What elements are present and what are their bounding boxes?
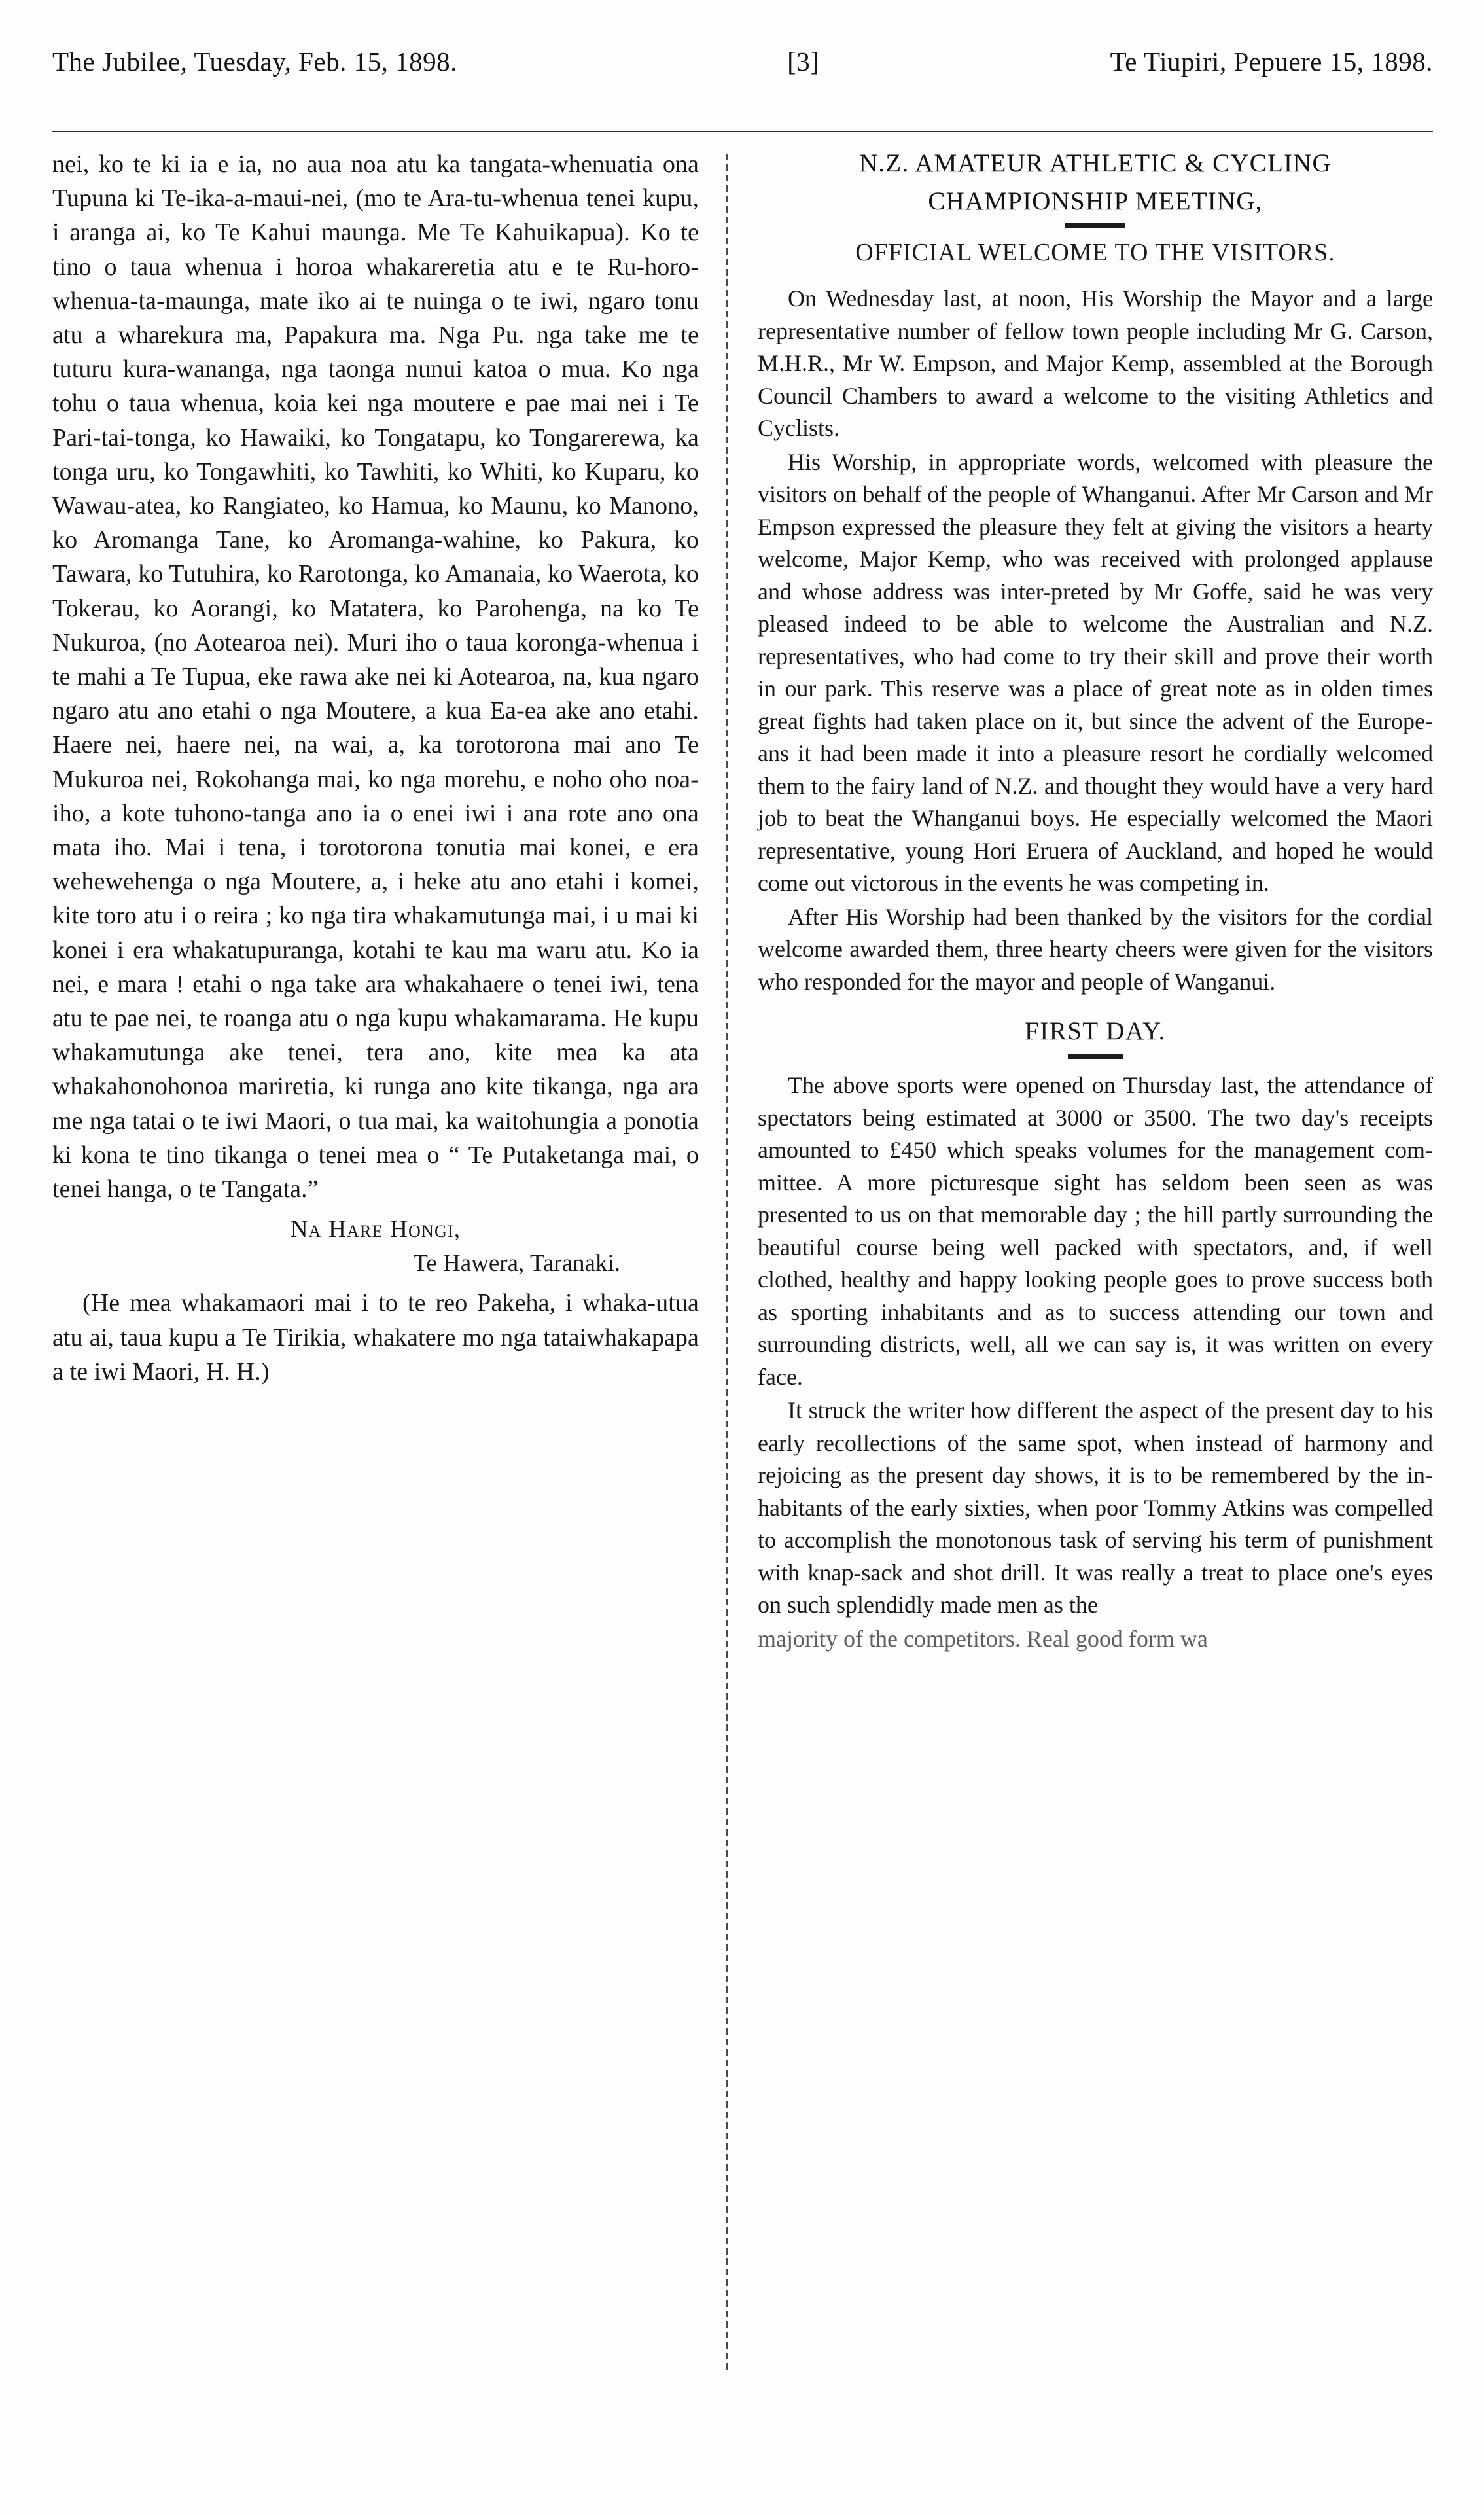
article-heading-line1: N.Z. AMATEUR ATHLETIC & CYCLING xyxy=(859,149,1332,177)
first-day-paragraph-1: The above sports were opened on Thursday last, the attendance of spectators being estimated at 3000 or 3500. The two day's receipts amounted to £450 which speaks volumes for the management com-mittee. A more picturesque sight has seldom been seen as was presented to us on that memorable day ; the hill partly surrounding the beautiful course being well packed with spectators, and, if well clothed, healthy and happy looking people goes to prove success both as sporting inhabitants and as to success attending our town and surrounding districts, well, all we can say is, it was written on every face. xyxy=(758,1072,1433,1390)
masthead-left-title: The Jubilee, Tuesday, Feb. 15, 1898. xyxy=(52,46,457,77)
left-postscript-paragraph: (He mea whakamaori mai i to te reo Pakeha, i whaka-utua atu ai, taua kupu a Te Tirikia, whakatere mo nga tataiwhakapapa a te iwi Maori, H. H.) xyxy=(52,1289,699,1385)
page-bottom-cut-line: majority of the competitors. Real good form wa xyxy=(758,1625,1208,1652)
article-subheading: OFFICIAL WELCOME TO THE VISITORS. xyxy=(855,239,1335,266)
signature-name: Na Hare Hongi, xyxy=(290,1216,461,1243)
first-day-paragraph-2: It struck the writer how different the aspect of the present day to his early recollections of the same spot, when instead of harmony and rejoicing as the present day shows, it is to be remembered by the in-habitants of the early sixties, when poor Tommy Atkins was compelled to accomplish the monotonous task of serving his term of punishment with knap-sack and shot drill. It was really a treat to place one's eyes on such splendidly made men as the xyxy=(758,1397,1433,1618)
right-paragraph-1: On Wednesday last, at noon, His Worship the Mayor and a large representative number of fellow town people including Mr G. Carson, M.H.R., Mr W. Empson, and Major Kemp, assembled at the Borough Council Chambers to award a welcome to the visiting Athletics and Cyclists. xyxy=(758,285,1433,441)
signature-place: Te Hawera, Taranaki. xyxy=(413,1250,620,1277)
article-heading-line2: CHAMPIONSHIP MEETING, xyxy=(928,187,1263,215)
masthead-rule xyxy=(52,131,1433,132)
heading-rule xyxy=(1065,223,1125,228)
right-paragraph-2: His Worship, in appropriate words, welcomed with pleasure the visitors on behalf of the people of Whanganui. After Mr Carson and Mr Empson expressed the pleasure they felt at giving the visitors a hearty welcome, Major Kemp, who was received with prolonged applause and whose address was inter-preted by Mr Goffe, said he was very pleased indeed to be able to welcome the Australian and N.Z. representatives, who had come to try their skill and prove their worth in our park. This reserve was a place of great note as in olden times great fights had taken place on it, but since the advent of the Europe-ans it had been made it into a pleasure resort he cordially welcomed them to the fairy land of N.Z. and thought they would have a very hard job to beat the Whanganui boys. He especially welcomed the Maori representative, young Hori Eruera of Auckland, and hoped he would come out victorous in the events he was competing in. xyxy=(758,448,1433,896)
article-columns xyxy=(52,147,1433,2451)
right-column xyxy=(728,147,1433,2451)
masthead-right-title: Te Tiupiri, Pepuere 15, 1898. xyxy=(1110,46,1433,77)
left-body-paragraph: nei, ko te ki ia e ia, no aua noa atu ka tangata-whenuatia ona Tupuna ki Te-ika-a-maui-nei, (mo te Ara-tu-whenua tenei kupu, i aranga ai, ko Te Kahui maunga. Me Te Kahuikapua). Ko te tino o taua whenua i horoa whakareretia atu e te Ru-horo-whenua-ta-maunga, mate iko ai te nuinga o te iwi, ngaro tonu atu a wharekura ma, Papakura ma. Nga Pu. nga take me te tuturu kura-wananga, nga taonga nunui katoa o mua. Ko nga tohu o taua whenua, koia kei nga moutere e pae mai nei i Te Pari-tai-tonga, ko Hawaiki, ko Tongatapu, ko Tongarerewa, ka tonga uru, ko Tongawhiti, ko Tawhiti, ko Whiti, ko Kuparu, ko Wawau-atea, ko Rangiateo, ko Hamua, ko Maunu, ko Manono, ko Aromanga Tane, ko Aromanga-wahine, ko Pakura, ko Tawara, ko Tutuhira, ko Rarotonga, ko Amanaia, ko Waerota, ko Tokerau, ko Aorangi, ko Matatera, ko Parohenga, na ko Te Nukuroa, (no Aotearoa nei). Muri iho o taua koronga-whenua i te mahi a Te Tupua, eke rawa ake nei ki Aotearoa, na, kua ngaro ngaro atu ano etahi o nga Moutere, a kua Ea-ea ake ano etahi. Haere nei, haere nei, na wai, a, ka torotorona mai ano Te Mukuroa nei, Rokohanga mai, ko nga morehu, e noho oho noa-iho, a kote tuhono-tanga ano ia o enei iwi i ana rote ano ona mata iho. Mai i tena, i torotorona tonutia mai konei, e era wehewehenga o nga Moutere, a, i heke atu ano etahi i komei, kite toro atu i o reira ; ko nga tira whakamutunga mai, i u mai ki konei i era whakatupuranga, kotahi te kau ma waru atu. Ko ia nei, e mara ! etahi o nga take ara whakahaere o tenei iwi, tena atu te pae nei, te roanga atu o nga kupu whakamarama. He kupu whakamutunga ake tenei, tera ano, kite mea ka ata whakahonohonoa mariretia, ki runga ano kite tikanga, nga ara me nga tatai o te iwi Maori, o tua mai, ka waitohungia a ponotia ki kona te tino tikanga o tenei mea o “ Te Putaketanga mai, o tenei hanga, o te Tangata.” xyxy=(52,151,699,1204)
right-paragraph-3: After His Worship had been thanked by the visitors for the cordial welcome awarded them, three hearty cheers were given for the visitors who responded for the mayor and people of Wanganui. xyxy=(758,903,1433,995)
first-day-heading: FIRST DAY. xyxy=(1025,1017,1166,1045)
left-column xyxy=(52,147,726,2451)
masthead xyxy=(52,46,1433,98)
first-day-rule xyxy=(1068,1054,1123,1059)
page-number: [3] xyxy=(787,46,820,77)
